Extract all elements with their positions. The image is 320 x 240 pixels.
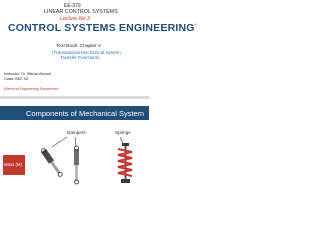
main-title — [8, 22, 196, 34]
class-name: Class: BEE 5D — [4, 77, 29, 81]
spring-icon — [118, 143, 132, 183]
topic-line-1: (Translational Mechanical System — [52, 50, 121, 55]
lecture-number: Lecture No 3 — [60, 16, 90, 22]
slide-title: Components of Mechanical System — [26, 109, 144, 118]
topic-line-2: Transfer Functions) — [60, 55, 100, 60]
main-title-text: CONTROL SYSTEMS ENGINEERING — [8, 22, 195, 34]
main-title-mark: * — [194, 22, 197, 27]
course-code: EE-379 — [64, 3, 81, 9]
springs-label: Springs — [115, 130, 131, 135]
title-slide — [0, 0, 197, 96]
components-slide — [0, 99, 149, 198]
dampers-label: Dampers — [67, 130, 86, 135]
damper-1-icon — [40, 147, 64, 177]
damper-arrow-line — [75, 137, 76, 147]
damper-2-icon — [74, 146, 79, 184]
mass-label: Mass (M) — [4, 162, 22, 167]
department-name: Electrical Engineering Department — [4, 87, 59, 91]
textbook-reference: Text Book: Chapter 2 — [56, 44, 101, 49]
course-name: LINEAR CONTROL SYSTEMS — [44, 9, 118, 15]
damper-image — [0, 99, 149, 198]
instructor-name: Instructor: Dr. Iftikhar Ahmad — [4, 72, 51, 76]
damper-arrow-line — [52, 137, 67, 147]
